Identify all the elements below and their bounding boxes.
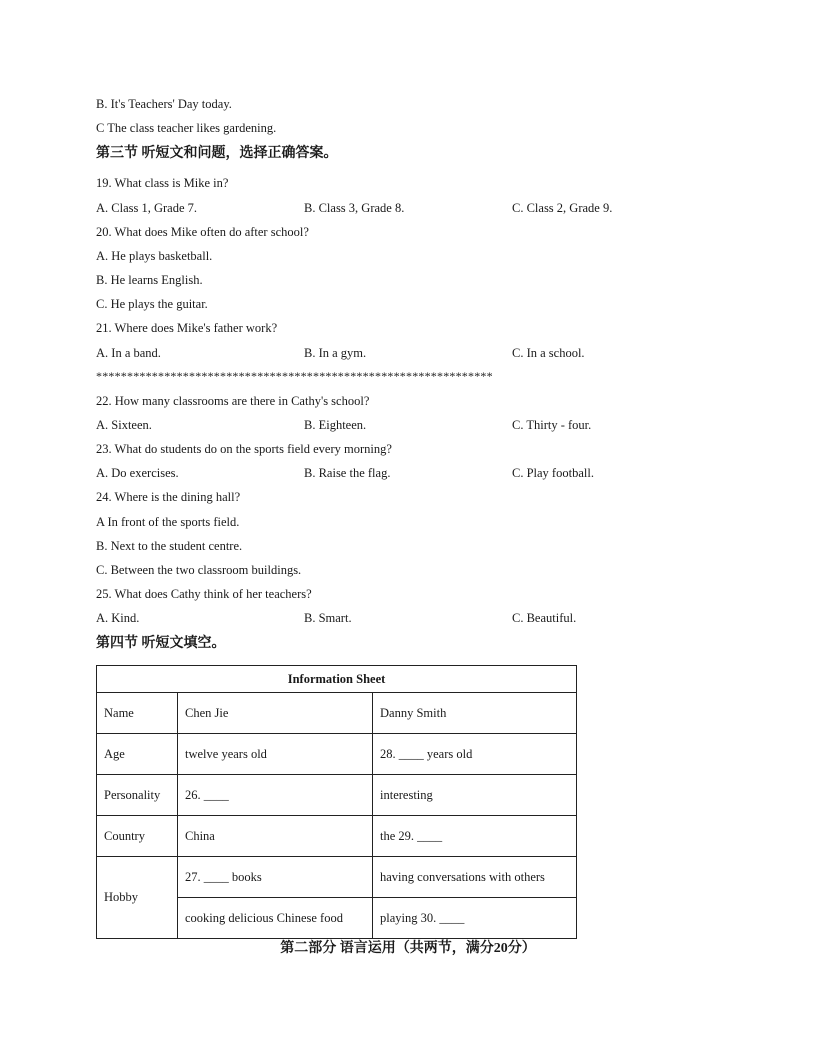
q21-option-a: A. In a band. — [96, 346, 161, 360]
q24-option-c: C. Between the two classroom buildings. — [96, 563, 302, 577]
part-2-heading: 第二部分 语言运用（共两节，满分20分） — [280, 941, 536, 956]
q22-option-c: C. Thirty - four. — [512, 418, 592, 432]
table-cell: interesting — [373, 775, 577, 816]
table-cell: having conversations with others — [373, 857, 577, 898]
q24-option-b: B. Next to the student centre. — [96, 539, 243, 553]
q22-option-b: B. Eighteen. — [304, 418, 367, 432]
row-label-hobby: Hobby — [97, 857, 178, 939]
table-row — [97, 816, 577, 857]
table-row — [97, 775, 577, 816]
table-cell: Danny Smith — [373, 693, 577, 734]
q20-option-b: B. He learns English. — [96, 273, 203, 287]
q24-option-a: A In front of the sports field. — [96, 515, 240, 529]
row-label-personality: Personality — [97, 775, 178, 816]
blank-29-cell: the 29. ____ — [373, 816, 577, 857]
question-19: 19. What class is Mike in? — [96, 176, 229, 190]
option-c-gardening: C The class teacher likes gardening. — [96, 121, 277, 135]
question-22: 22. How many classrooms are there in Cathy's school? — [96, 394, 370, 408]
q19-option-c: C. Class 2, Grade 9. — [512, 201, 613, 215]
row-label-name: Name — [97, 693, 178, 734]
table-cell: China — [178, 816, 373, 857]
q21-option-c: C. In a school. — [512, 346, 585, 360]
q20-option-c: C. He plays the guitar. — [96, 297, 208, 311]
q21-option-b: B. In a gym. — [304, 346, 367, 360]
section-3-heading: 第三节 听短文和问题，选择正确答案。 — [96, 146, 338, 161]
option-b-teachers-day: B. It's Teachers' Day today. — [96, 97, 232, 111]
question-23: 23. What do students do on the sports field every morning? — [96, 442, 392, 456]
question-25: 25. What does Cathy think of her teachers? — [96, 587, 312, 601]
table-title: Information Sheet — [97, 666, 577, 693]
q25-option-a: A. Kind. — [96, 611, 140, 625]
row-label-country: Country — [97, 816, 178, 857]
question-20: 20. What does Mike often do after school? — [96, 225, 309, 239]
separator-stars: **************************************************************** — [96, 369, 493, 383]
blank-27-cell: 27. ____ books — [178, 857, 373, 898]
section-4-heading: 第四节 听短文填空。 — [96, 636, 226, 651]
q22-option-a: A. Sixteen. — [96, 418, 152, 432]
row-label-age: Age — [97, 734, 178, 775]
table-cell: Chen Jie — [178, 693, 373, 734]
table-title-row — [97, 666, 577, 693]
q20-option-a: A. He plays basketball. — [96, 249, 213, 263]
question-21: 21. Where does Mike's father work? — [96, 321, 278, 335]
q23-option-c: C. Play football. — [512, 466, 594, 480]
table-row — [97, 857, 577, 898]
information-sheet-table — [96, 665, 577, 939]
blank-30-cell: playing 30. ____ — [373, 898, 577, 939]
blank-28-cell: 28. ____ years old — [373, 734, 577, 775]
q25-option-b: B. Smart. — [304, 611, 352, 625]
table-row — [97, 734, 577, 775]
q19-option-a: A. Class 1, Grade 7. — [96, 201, 198, 215]
blank-26-cell: 26. ____ — [178, 775, 373, 816]
q23-option-b: B. Raise the flag. — [304, 466, 391, 480]
table-cell: twelve years old — [178, 734, 373, 775]
q19-option-b: B. Class 3, Grade 8. — [304, 201, 405, 215]
table-row — [97, 693, 577, 734]
q25-option-c: C. Beautiful. — [512, 611, 577, 625]
q23-option-a: A. Do exercises. — [96, 466, 179, 480]
table-cell: cooking delicious Chinese food — [178, 898, 373, 939]
question-24: 24. Where is the dining hall? — [96, 490, 241, 504]
